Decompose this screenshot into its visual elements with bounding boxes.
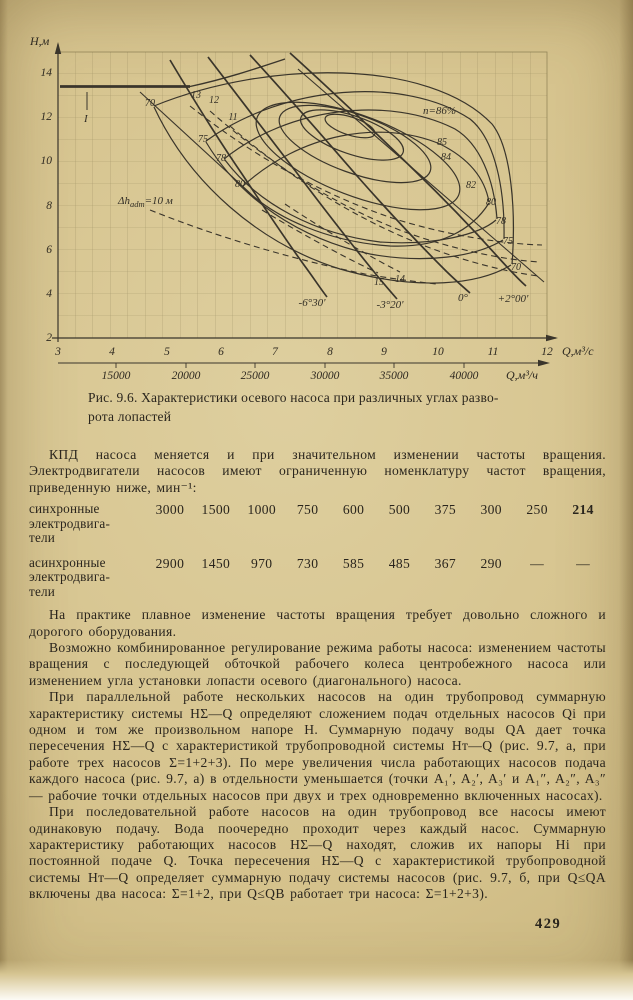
dh-label: 14 (395, 274, 405, 285)
table-row-asynchronous (29, 556, 606, 600)
table-row-label-line: синхронные (29, 501, 100, 517)
motor-speed-table (29, 502, 606, 599)
table-value: 500 (388, 502, 411, 518)
table-value: 250 (526, 502, 548, 518)
x-secondary-tick-labels (102, 370, 479, 382)
x-axis-title: Q,м³/с (562, 344, 594, 358)
x-tick: 8 (327, 346, 333, 358)
efficiency-label-left: 80 (235, 179, 245, 190)
table-value: 485 (388, 555, 411, 571)
table-value: 300 (480, 502, 502, 518)
chart-grid (58, 52, 547, 338)
y-tick: 2 (46, 332, 52, 344)
x-tick: 6 (218, 346, 224, 358)
efficiency-label: 85 (437, 137, 447, 148)
page-edge-right (619, 0, 633, 1000)
table-value: 367 (434, 555, 457, 571)
angle-label: 0° (458, 292, 468, 304)
secondary-ticks (116, 363, 464, 368)
efficiency-label-left: 75 (198, 134, 208, 145)
x-tick: 9 (381, 346, 387, 358)
table-row-label (29, 502, 147, 546)
y-tick: 8 (46, 200, 52, 212)
x-tick: 11 (487, 346, 499, 358)
table-row-label-line: тели (29, 583, 56, 599)
table-value: 1450 (201, 555, 231, 571)
x-tick: 7 (272, 346, 278, 358)
x-tick-secondary: 30000 (310, 370, 340, 382)
y-tick: 4 (46, 288, 52, 300)
table-row-label-line: электродвига- (29, 515, 111, 531)
x-tick-secondary: 20000 (171, 370, 201, 382)
x-tick-secondary: 40000 (449, 370, 479, 382)
y-tick: 14 (40, 67, 52, 79)
x-axis-secondary-arrow-icon (538, 360, 550, 366)
x-tick-labels (54, 346, 553, 358)
table-value: 730 (296, 555, 319, 571)
efficiency-label: 75 (503, 236, 513, 247)
efficiency-label: 82 (466, 180, 476, 191)
efficiency-label: 78 (496, 216, 506, 227)
x-tick-secondary: 35000 (379, 370, 409, 382)
dh-label: 15 (374, 277, 384, 288)
figure-caption-line2: рота лопастей (88, 408, 172, 424)
y-tick-labels (41, 67, 53, 344)
paragraph-parallel-operation: При параллельной работе нескольких насосов на один трубопровод суммарную характеристику системы HΣ—Q определяют сложением подач отдельных насосов Qi при одном и том же произвольном напоре H. Суммарную подачу воды QA дает точка пересечения HΣ—Q с характеристикой трубопроводной системы Hт—Q (рис. 9.7, а, при работе трех насосов Σ=1+2+3). По мере увеличения числа работающих насосов подача каждого насоса (рис. 9.7, а) в отдельности уменьшается (точки A₁′, A₂′, A₃′ и A₁″, A₂″, A₃″ — рабочие точки отдельных насосов при двух и трех одновременно включенных насосах). (29, 689, 606, 803)
table-value: 290 (480, 555, 502, 571)
efficiency-label-left: 70 (145, 98, 155, 109)
efficiency-label: 84 (441, 152, 451, 163)
table-row-label (29, 556, 147, 600)
y-tick: 12 (40, 111, 52, 123)
body-text (29, 447, 606, 903)
y-axis-title: H,м (30, 34, 50, 48)
efficiency-label-left: 78 (216, 153, 226, 164)
table-value: 1000 (247, 502, 277, 518)
figure-caption-line1: Рис. 9.6. Характеристики осевого насоса при различных углах разво- (88, 390, 499, 405)
x-tick: 3 (55, 346, 61, 358)
pump-characteristics-chart (0, 14, 633, 390)
x-axis-secondary-title: Q,м³/ч (506, 368, 538, 382)
paragraph-series-operation: При последовательной работе насосов на один трубопровод все насосы имеют одинаковую подачу. Вода поочередно проходит через каждый насос. Суммарную характеристику работающих насосов HΣ—Q находят, сложив их напоры Hi при постоянной подаче Q. Точка пересечения HΣ—Q с характеристикой трубопроводной системы Hт—Q определяет суммарную подачу системы насосов (рис. 9.7, б, при Q≤QA включены два насоса: Σ=1+2, при Q≤QB работает три насоса: Σ=1+2+3). (29, 804, 606, 902)
x-tick: 10 (432, 346, 444, 358)
dh-label: 11 (228, 112, 238, 123)
table-value: 1500 (201, 502, 231, 518)
x-tick: 4 (109, 346, 115, 358)
y-tick: 6 (46, 244, 52, 256)
table-value: 585 (342, 555, 365, 571)
x-tick: 12 (541, 346, 553, 358)
angle-label: -3°20' (376, 299, 404, 311)
efficiency-main-label: n=86% (423, 105, 457, 117)
page-edge-bottom (0, 960, 633, 1000)
table-value: 375 (434, 502, 457, 518)
table-row-synchronous (29, 502, 606, 546)
table-row-label-line: электродвига- (29, 569, 111, 585)
figure-caption (88, 389, 613, 426)
efficiency-label: 70 (511, 262, 521, 273)
y-axis-arrow-icon (55, 42, 61, 54)
table-value: — (576, 555, 591, 571)
page-number: 429 (535, 916, 562, 932)
table-row-label-line: тели (29, 530, 56, 546)
table-value: 2900 (155, 555, 185, 571)
table-value: 970 (251, 555, 273, 571)
x-tick-secondary: 25000 (240, 370, 270, 382)
table-value: 214 (572, 502, 594, 518)
efficiency-label: 80 (486, 197, 496, 208)
page-edge-left (0, 0, 8, 1000)
x-axis-arrow-icon (546, 335, 558, 341)
dh-annotation: $\Delta h_{adm}=10$ м (118, 195, 173, 209)
paragraph-practice: На практике плавное изменение частоты вращения требует довольно сложного и дорогого оборудования. (29, 607, 606, 639)
dh-label: 13 (191, 90, 201, 101)
x-tick: 5 (164, 346, 170, 358)
x-tick-secondary: 15000 (101, 370, 131, 382)
angle-label: -6°30' (298, 297, 326, 309)
y-tick: 10 (40, 155, 52, 167)
angle-label: +2°00' (497, 293, 529, 305)
table-value: — (530, 555, 545, 571)
paragraph-kpd: КПД насоса меняется и при значительном изменении частоты вращения. Электродвигатели насосов имеют ограниченную номенклатуру частот вращения, приведенную ниже, мин⁻¹: (29, 447, 606, 495)
marker-I-label: I (84, 113, 88, 125)
table-value: 600 (342, 502, 365, 518)
table-value: 3000 (155, 502, 185, 518)
dh-label: 12 (209, 95, 219, 106)
paragraph-combined-regulation: Возможно комбинированное регулирование режима работы насоса: изменением частоты вращения с последующей обточкой рабочего колеса центробежного насоса или изменением угла установки лопасти осевого (диагонального) насоса. (29, 640, 606, 688)
table-value: 750 (296, 502, 319, 518)
table-row-label-line: асинхронные (29, 554, 106, 570)
